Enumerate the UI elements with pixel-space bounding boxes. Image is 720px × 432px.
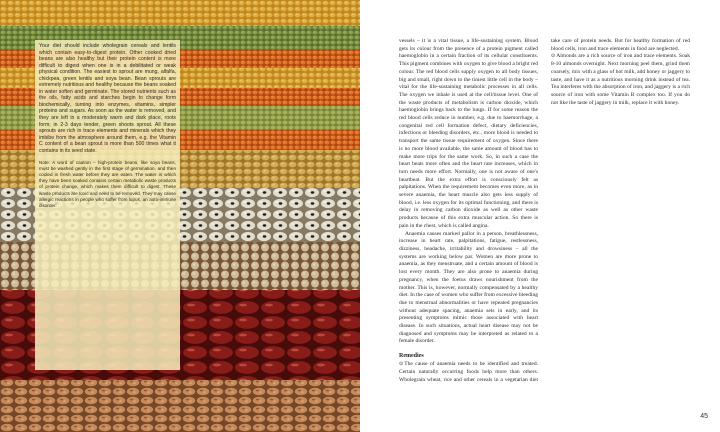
article-paragraph: vessels – it is a vital tissue, a life-sustaining system. Blood gets its colour from the presence of a protein pigment called haemoglobin in a certain fraction of its cellular constituents. This pigment combines with oxygen to give blood a bright red colour. The red blood cells supply oxygen to all body tissues, big and small, right down to the tiniest little cell in the body – vital for the life-sustaining metabolic processes in all cells. The oxygen we inhale is used at the cell/tissue level. One of the waste products of metabolism is carbon dioxide, which haemoglobin brings back to the lungs. If for some reason the red blood cells reduce in number, e.g. due to haemorrhage, a congenital red cell formation defect, dietary deficiencies, infections or bleeding disorders, etc., more blood is needed to transport the same tissue requirement of oxygen. Since there is no more blood available, the same amount of blood has to make more trips for the same work. So, in such a case the heart beats more often and the heart rate increases, which in turn needs more effort. Normally, one is not aware of one's heartbeat. But the extra effort is consciously felt as palpitations. When the requirement becomes even more, as in severe anaemia, the heart muscle also gets less supply of blood, i.e. less oxygen for its optimal functioning, and there is delay in removing carbon dioxide as well as other waste products because of this extra muscular action. So there is pain in the chest, which is called angina. xyxy=(399,38,538,229)
circle-bullet-icon: ⊙ xyxy=(551,54,556,60)
circle-bullet-icon: ⊙ xyxy=(399,362,404,368)
remedies-heading: Remedies xyxy=(399,353,424,360)
remedy-text: The cause of anaemia needs to be identified and treated. Certain naturally occurring foods help more than others. Wholegrain wheat, rice and other cereals in a vegetarian diet take care of protein needs. But for healthy formation of red blood cells, iron and trace elements in food are neglected. xyxy=(399,38,690,383)
sidebar-note-text: Note: A word of caution – high-protein beans, like soya beans, must be washed gently in the first stage of germination, and then cooled in fresh water before they are eaten. The water in which they have been soaked contains certain metabolic waste products of protein change, which makes them difficult to digest. These waste products are toxic and need to be removed. They may cause allergic reactions in people who suffer from lupus, an auto-immune disorder. xyxy=(39,160,176,208)
page-number: 45 xyxy=(700,413,708,420)
nutrition-sidebar xyxy=(35,40,180,370)
sidebar-main-text: Your diet should include wholegrain cereals and lentils which contain easy-to-digest protein. Other cooked dried beans are also healthy but their protein content is more difficult to digest when one is in a debilitated or weak physical condition. The easiest to sprout are mung, alfalfa, chickpea, green lentils and soya bean. Bean sprouts are extremely nutritious and healthy because the beans soaked in water soften and germinate. The stored nutrients such as the oils, fatty acids and starches begin to change form biochemically, turning into enzymes, vitamins, simpler proteins and sugars. As soon as the water is removed, and they are left in a moderately warm and dark place, roots form; in 2-3 days tender, green shoots sprout. All these sprouts are rich in trace elements and minerals which they imbibe from the atmosphere around them, e.g. the Vitamin C content of a bean sprout is more than 500 times what it contains in its seed state. xyxy=(39,43,176,154)
article-paragraph: Anaemia causes marked pallor in a person, breathlessness, increase in heart rate, palpitations, fatigue, restlessness, dizziness, headache, irritability and drowsiness – all the systems are working below par. Women are more prone to anaemia, as they menstruate, and a certain amount of blood is lost every month. They are also prone to anaemia during pregnancy, when the foetus draws nourishment from the mother. This is, however, normally compensated by a healthy diet. In the case of women who suffer from excessive bleeding due to menstrual abnormalities or have repeated pregnancies without adequate spacing, anaemia sets in early, and its presenting symptoms mimic those associated with heart disease. In such situations, actual heart disease may not be diagnosed and symptoms may be interpreted as related to a female disorder. xyxy=(399,230,538,345)
remedy-item xyxy=(551,53,690,107)
remedy-text: Almonds are a rich source of iron and trace elements. Soak 8-10 almonds overnight. Next morning peel them, grind them coarsely, mix with a glass of hot milk, add honey or jaggery to taste, and have it as a nutritious morning drink instead of tea. Tea interferes with the absorption of iron, and jaggery is a rich source of iron with some Vitamin B complex too. If you do not like the taste of jaggery in milk, replace it with honey. xyxy=(551,53,690,106)
article-columns xyxy=(399,38,690,398)
